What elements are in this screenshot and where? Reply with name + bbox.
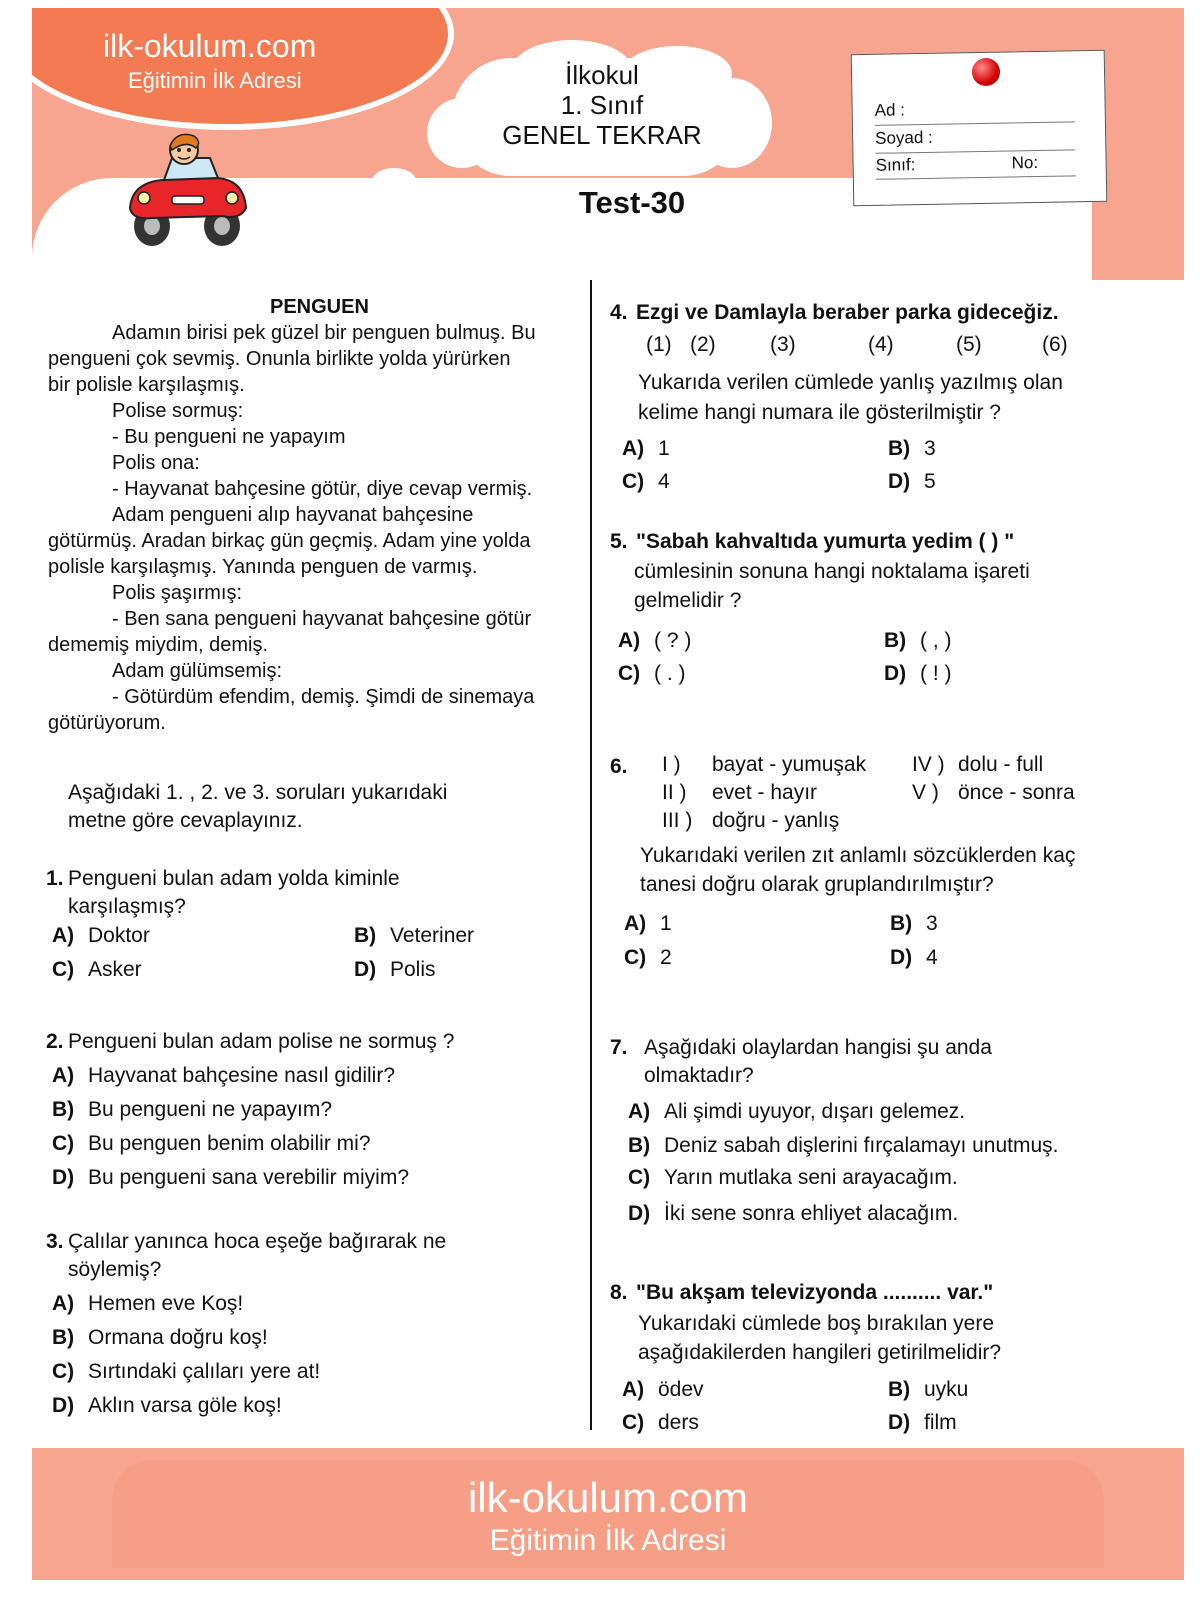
- q3-text: söylemiş?: [68, 1258, 162, 1281]
- q6-roman: V ): [912, 781, 939, 804]
- option-text: 3: [924, 437, 936, 460]
- q4-marker: (6): [1042, 333, 1068, 356]
- q8-text: Yukarıdaki cümlede boş bırakılan yere: [638, 1312, 995, 1335]
- option-text: 1: [658, 437, 670, 460]
- q7-option-a[interactable]: [628, 1100, 965, 1124]
- q5-option-d[interactable]: [884, 662, 952, 686]
- footer-tagline: Eğitimin İlk Adresi: [489, 1524, 727, 1557]
- label-no: No:: [1011, 152, 1039, 173]
- option-key: B): [888, 1378, 911, 1401]
- q6-pair: dolu - full: [958, 753, 1044, 776]
- story-line: Polis ona:: [112, 452, 200, 474]
- cloud-puff: [372, 168, 416, 194]
- q4-option-b[interactable]: [888, 437, 936, 461]
- q6-option-d[interactable]: [890, 946, 938, 970]
- cartoon-car-icon: [122, 128, 252, 253]
- option-key: C): [622, 1411, 645, 1434]
- story-line: - Ben sana pengueni hayvanat bahçesine götür: [112, 608, 532, 630]
- instruction-line: metne göre cevaplayınız.: [68, 809, 303, 832]
- q6-option-c[interactable]: [624, 946, 672, 970]
- option-text: Deniz sabah dişlerini fırçalamayı unutmuş.: [664, 1134, 1059, 1157]
- label-soyad: Soyad :: [874, 127, 933, 148]
- q5-text: cümlesinin sonuna hangi noktalama işareti: [634, 560, 1030, 583]
- q8-sentence: "Bu akşam televizyonda .......... var.": [636, 1281, 994, 1304]
- option-text: Doktor: [88, 924, 150, 947]
- q5-text: gelmelidir ?: [634, 589, 742, 612]
- q4-marker: (4): [868, 333, 894, 356]
- q7-option-c[interactable]: [628, 1166, 958, 1190]
- field-sinif-no[interactable]: [876, 175, 1076, 179]
- q6-roman: II ): [662, 781, 687, 804]
- option-key: D): [628, 1202, 651, 1225]
- q6-pair: evet - hayır: [712, 781, 818, 804]
- cloud-puff: [280, 208, 306, 226]
- option-key: C): [628, 1166, 651, 1189]
- q6-option-a[interactable]: [624, 912, 672, 936]
- story-line: dememiş miydim, demiş.: [48, 634, 269, 656]
- option-text: Bu penguen benim olabilir mi?: [88, 1132, 371, 1155]
- option-text: Ormana doğru koş!: [88, 1326, 268, 1349]
- option-text: Veteriner: [390, 924, 475, 947]
- story-line: Polis şaşırmış:: [112, 582, 243, 604]
- logo-tagline: Eğitimin İlk Adresi: [128, 68, 302, 93]
- option-key: A): [52, 1064, 75, 1087]
- field-ad[interactable]: [875, 121, 1075, 125]
- option-key: B): [888, 437, 911, 460]
- option-key: C): [624, 946, 647, 969]
- option-text: 5: [924, 470, 936, 493]
- option-key: A): [52, 1292, 75, 1315]
- story-line: bir polisle karşılaşmış.: [48, 374, 245, 396]
- q6-text: Yukarıdaki verilen zıt anlamlı sözcüklerden kaç: [640, 844, 1076, 867]
- option-key: C): [618, 662, 641, 685]
- option-key: B): [52, 1098, 75, 1121]
- q6-text: tanesi doğru olarak gruplandırılmıştır?: [640, 873, 994, 896]
- q8-option-c[interactable]: [622, 1411, 699, 1435]
- story-line: götürüyorum.: [48, 712, 166, 734]
- q4-option-d[interactable]: [888, 470, 936, 494]
- column-divider: [590, 280, 592, 1430]
- q3-text: Çalılar yanınca hoca eşeğe bağırarak ne: [68, 1230, 447, 1253]
- q6-pair: önce - sonra: [958, 781, 1075, 804]
- option-key: D): [52, 1394, 75, 1417]
- q3-number: 3.: [46, 1230, 64, 1253]
- option-key: A): [624, 912, 647, 935]
- field-soyad[interactable]: [875, 149, 1075, 153]
- q6-pair: doğru - yanlış: [712, 809, 840, 832]
- option-key: A): [618, 629, 641, 652]
- cloud-line-2: 1. Sınıf: [560, 90, 644, 120]
- option-text: film: [924, 1411, 957, 1434]
- option-text: Bu pengueni ne yapayım?: [88, 1098, 333, 1121]
- cloud-puff: [322, 190, 356, 212]
- option-key: A): [622, 437, 645, 460]
- option-text: ( ! ): [920, 662, 952, 685]
- option-key: B): [884, 629, 907, 652]
- q7-text: Aşağıdaki olaylardan hangisi şu anda: [644, 1036, 992, 1059]
- q5-option-a[interactable]: [618, 629, 691, 653]
- story-line: polisle karşılaşmış. Yanında penguen de varmış.: [48, 556, 478, 578]
- instruction-line: Aşağıdaki 1. , 2. ve 3. soruları yukarıdaki: [68, 781, 448, 804]
- q6-option-b[interactable]: [890, 912, 938, 936]
- option-key: C): [52, 1360, 75, 1383]
- q4-option-a[interactable]: [622, 437, 670, 461]
- q8-text: aşağıdakilerden hangileri getirilmelidir?: [638, 1341, 1002, 1364]
- story-line: Adam gülümsemiş:: [112, 660, 283, 682]
- option-key: A): [622, 1378, 645, 1401]
- q2-option-a[interactable]: [52, 1064, 395, 1088]
- q3-option-d[interactable]: [52, 1394, 282, 1418]
- test-title: Test-30: [578, 185, 686, 220]
- story-title: PENGUEN: [270, 296, 369, 318]
- option-text: Asker: [88, 958, 142, 981]
- q2-option-b[interactable]: [52, 1098, 332, 1122]
- q6-roman: III ): [662, 809, 693, 832]
- q4-marker: (1): [646, 333, 672, 356]
- q8-number: 8.: [610, 1281, 628, 1304]
- q3-option-c[interactable]: [52, 1360, 320, 1384]
- option-text: Hemen eve Koş!: [88, 1292, 244, 1315]
- option-text: 4: [926, 946, 938, 969]
- q4-option-c[interactable]: [622, 470, 670, 494]
- q8-option-d[interactable]: [888, 1411, 957, 1435]
- q1-text: karşılaşmış?: [68, 895, 186, 918]
- option-text: Bu pengueni sana verebilir miyim?: [88, 1166, 409, 1189]
- option-key: D): [884, 662, 907, 685]
- q5-option-b[interactable]: [884, 629, 952, 653]
- option-key: D): [888, 470, 911, 493]
- q6-roman: IV ): [912, 753, 945, 776]
- option-key: B): [628, 1134, 651, 1157]
- label-sinif: Sınıf:: [875, 155, 916, 175]
- q7-option-b[interactable]: [628, 1134, 1059, 1158]
- option-text: Yarın mutlaka seni arayacağım.: [664, 1166, 958, 1189]
- q3-option-a[interactable]: [52, 1292, 243, 1316]
- q4-marker: (2): [690, 333, 716, 356]
- option-key: D): [52, 1166, 75, 1189]
- story-line: Adam pengueni alıp hayvanat bahçesine: [112, 504, 474, 526]
- story-line: Polise sormuş:: [112, 400, 244, 422]
- q3-option-b[interactable]: [52, 1326, 268, 1350]
- story-line: - Götürdüm efendim, demiş. Şimdi de sinemaya: [112, 686, 535, 708]
- header-banner: [32, 8, 1184, 280]
- option-text: ( . ): [654, 662, 686, 685]
- option-text: 1: [660, 912, 672, 935]
- story-line: götürmüş. Aradan birkaç gün geçmiş. Adam yine yolda: [48, 530, 531, 552]
- q4-marker: (5): [956, 333, 982, 356]
- footer-banner: [32, 1448, 1184, 1580]
- q7-text: olmaktadır?: [644, 1064, 754, 1087]
- q5-sentence: "Sabah kahvaltıda yumurta yedim ( ) ": [636, 530, 1015, 553]
- story-line: - Hayvanat bahçesine götür, diye cevap vermiş.: [112, 478, 533, 500]
- option-key: A): [628, 1100, 651, 1123]
- q5-number: 5.: [610, 530, 628, 553]
- logo-site: ilk-okulum.com: [103, 28, 317, 64]
- option-key: B): [890, 912, 913, 935]
- footer-site: ilk-okulum.com: [467, 1474, 749, 1521]
- q4-sentence: Ezgi ve Damlayla beraber parka gideceğiz.: [636, 301, 1059, 324]
- option-text: Ali şimdi uyuyor, dışarı gelemez.: [664, 1100, 966, 1123]
- option-text: ders: [658, 1411, 699, 1434]
- q1-option-a[interactable]: [52, 924, 150, 948]
- option-key: B): [354, 924, 377, 947]
- logo-oval: [32, 8, 454, 130]
- q5-option-c[interactable]: [618, 662, 686, 686]
- option-key: B): [52, 1326, 75, 1349]
- q4-marker: (3): [770, 333, 796, 356]
- option-text: ( ? ): [654, 629, 692, 652]
- q8-option-b[interactable]: [888, 1378, 968, 1402]
- option-key: A): [52, 924, 75, 947]
- option-text: uyku: [924, 1378, 969, 1401]
- q1-number: 1.: [46, 867, 64, 890]
- option-text: ( , ): [920, 629, 952, 652]
- q7-number: 7.: [610, 1036, 628, 1059]
- option-text: Polis: [390, 958, 436, 981]
- q6-pair: bayat - yumuşak: [712, 753, 867, 776]
- q7-option-d[interactable]: [628, 1202, 958, 1226]
- story-line: pengueni çok sevmiş. Onunla birlikte yolda yürürken: [48, 348, 511, 370]
- label-ad: Ad :: [874, 100, 906, 120]
- q4-number: 4.: [610, 301, 628, 324]
- option-text: İki sene sonra ehliyet alacağım.: [664, 1202, 959, 1225]
- q8-option-a[interactable]: [622, 1378, 704, 1402]
- q1-option-b[interactable]: [354, 924, 474, 948]
- cloud-line-1: İlkokul: [565, 60, 639, 90]
- option-key: C): [52, 958, 75, 981]
- q6-roman: I ): [662, 753, 681, 776]
- q2-text: Pengueni bulan adam polise ne sormuş ?: [68, 1030, 455, 1053]
- option-text: ödev: [658, 1378, 704, 1401]
- q1-option-c[interactable]: [52, 958, 142, 982]
- q1-text: Pengueni bulan adam yolda kiminle: [68, 867, 400, 890]
- option-key: C): [52, 1132, 75, 1155]
- option-text: 4: [658, 470, 670, 493]
- option-text: Aklın varsa göle koş!: [88, 1394, 282, 1417]
- story-line: - Bu pengueni ne yapayım: [112, 426, 346, 448]
- q4-text: kelime hangi numara ile gösterilmiştir ?: [638, 401, 1001, 424]
- option-text: 3: [926, 912, 938, 935]
- pushpin-icon: [972, 58, 1000, 86]
- option-key: C): [622, 470, 645, 493]
- option-text: Sırtındaki çalıları yere at!: [88, 1360, 321, 1383]
- option-key: D): [354, 958, 377, 981]
- q2-option-d[interactable]: [52, 1166, 409, 1190]
- q4-text: Yukarıda verilen cümlede yanlış yazılmış olan: [638, 371, 1063, 394]
- cloud-line-3: GENEL TEKRAR: [502, 120, 702, 150]
- option-text: Hayvanat bahçesine nasıl gidilir?: [88, 1064, 396, 1087]
- option-key: D): [890, 946, 913, 969]
- q1-option-d[interactable]: [354, 958, 436, 982]
- q2-number: 2.: [46, 1030, 64, 1053]
- option-text: 2: [660, 946, 672, 969]
- story-line: Adamın birisi pek güzel bir penguen bulmuş. Bu: [112, 322, 536, 344]
- option-key: D): [888, 1411, 911, 1434]
- q2-option-c[interactable]: [52, 1132, 371, 1156]
- q6-number: 6.: [610, 755, 628, 778]
